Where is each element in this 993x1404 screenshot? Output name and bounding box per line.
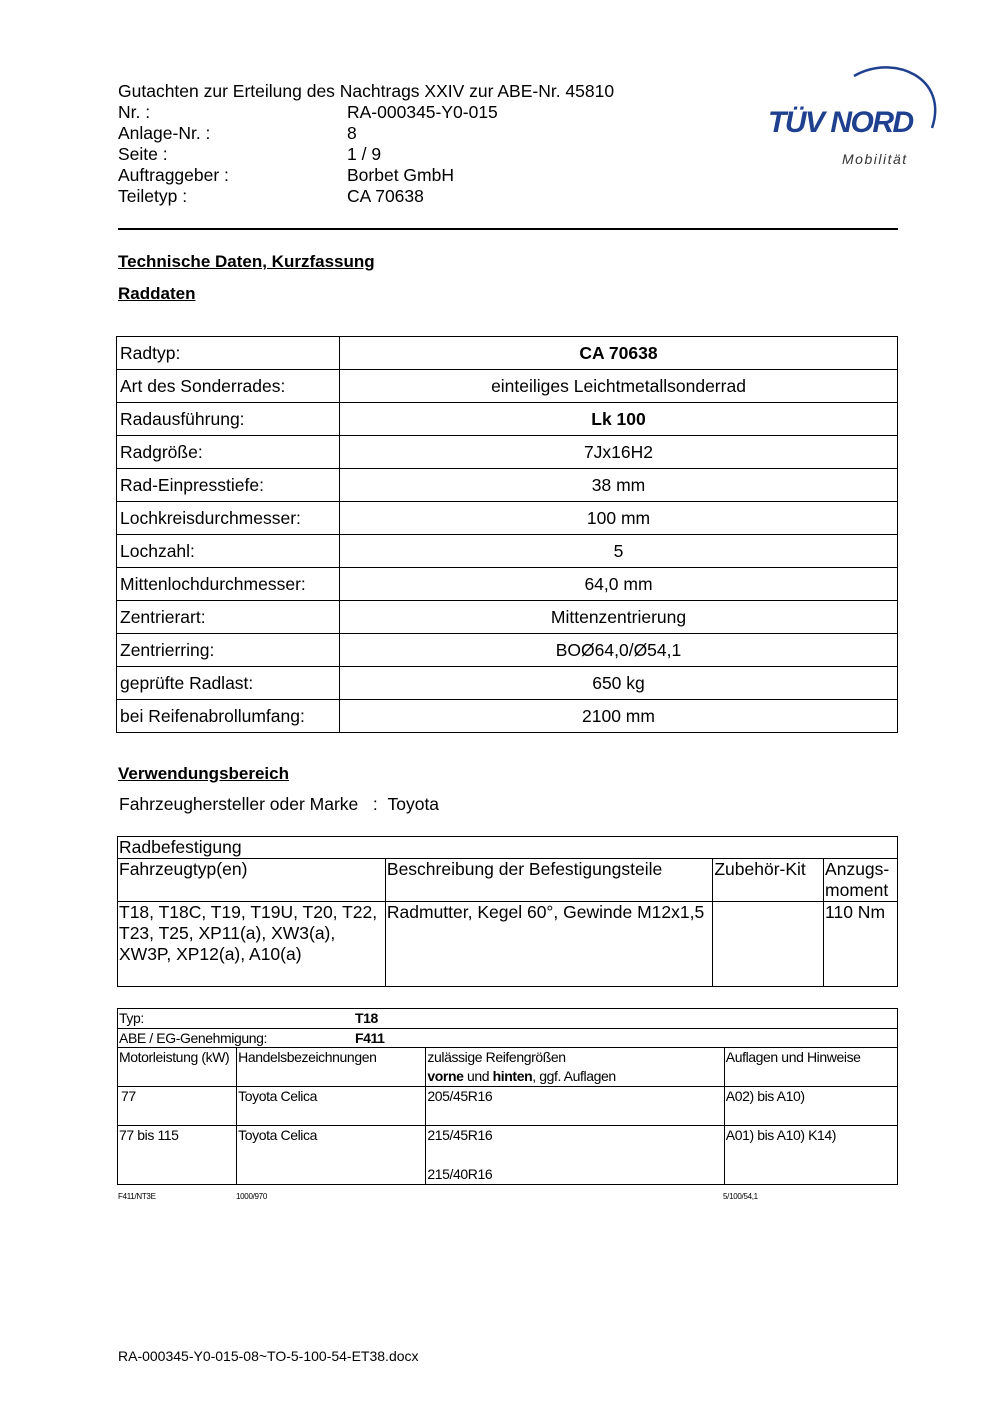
- row-value: 38 mm: [340, 469, 898, 502]
- fahrzeug-sep: :: [372, 794, 378, 814]
- table-row: [117, 469, 898, 502]
- row-value: einteiliges Leichtmetallsonderrad: [340, 370, 898, 403]
- row-value: Lk 100: [340, 403, 898, 436]
- tires-header-hinten: hinten: [492, 1067, 533, 1084]
- tire-size: 215/40R16: [427, 1165, 493, 1182]
- table-row: [117, 634, 898, 667]
- row-label: Lochkreisdurchmesser:: [117, 502, 340, 535]
- beschreibung-cell: Radmutter, Kegel 60°, Gewinde M12x1,5: [385, 902, 712, 987]
- header-field-value: CA 70638: [347, 186, 424, 206]
- header-field: [118, 102, 614, 123]
- abe-row: [118, 1028, 898, 1048]
- header-field-value: 1 / 9: [347, 144, 382, 164]
- header-field-value: Borbet GmbH: [347, 165, 454, 185]
- logo-subtitle: Mobilität: [842, 151, 908, 167]
- tire-size: 215/45R16: [427, 1127, 493, 1143]
- code-label: 5/100/54,1: [723, 1192, 758, 1201]
- footer-filename: RA-000345-Y0-015-08~TO-5-100-54-ET38.docx: [118, 1348, 419, 1364]
- section-heading-tech: Technische Daten, Kurzfassung: [118, 252, 375, 271]
- zubehoer-cell: [713, 902, 824, 987]
- row-label: Radausführung:: [117, 403, 340, 436]
- name-cell: Toyota Celica: [237, 1126, 426, 1185]
- table-row: [117, 436, 898, 469]
- kw-cell: 77: [118, 1087, 237, 1126]
- fahrzeug-value: Toyota: [387, 794, 440, 814]
- row-label: Lochzahl:: [117, 535, 340, 568]
- column-header: Fahrzeugtyp(en): [118, 859, 386, 902]
- row-value: BOØ64,0/Ø54,1: [340, 634, 898, 667]
- table-row: [118, 1028, 898, 1048]
- header-field-label: Nr. :: [118, 102, 151, 122]
- table-row: [118, 837, 898, 859]
- header-field: [118, 165, 614, 186]
- document-header: [118, 81, 614, 207]
- table-row: [117, 700, 898, 733]
- notes-cell: A01) bis A10) K14): [724, 1126, 897, 1185]
- column-header: Motorleistung (kW): [118, 1048, 237, 1087]
- abe-label: ABE / EG-Genehmigung:: [119, 1029, 268, 1046]
- tuv-nord-logo: [764, 58, 940, 176]
- header-field: [118, 123, 614, 144]
- row-label: Radtyp:: [117, 337, 340, 370]
- row-label: geprüfte Radlast:: [117, 667, 340, 700]
- code-label: 1000/970: [236, 1192, 267, 1201]
- table-header-row: [118, 859, 898, 902]
- section-heading-raddaten: Raddaten: [118, 284, 196, 303]
- tires-header-line1: zulässige Reifengrößen: [427, 1049, 566, 1065]
- radbefestigung-table: [117, 836, 898, 987]
- table-row: [117, 502, 898, 535]
- typ-row: [118, 1009, 898, 1029]
- header-field-label: Seite :: [118, 144, 168, 164]
- code-label: F411/NT3E: [118, 1192, 156, 1201]
- column-header: Auflagen und Hinweise: [724, 1048, 897, 1087]
- row-value: 64,0 mm: [340, 568, 898, 601]
- logo-brand: TÜV NORD: [768, 106, 913, 139]
- table-row: [118, 902, 898, 987]
- row-value: 7Jx16H2: [340, 436, 898, 469]
- row-label: Rad-Einpresstiefe:: [117, 469, 340, 502]
- tires-cell: [426, 1126, 724, 1185]
- fahrzeug-label: Fahrzeughersteller oder Marke: [119, 794, 359, 814]
- header-field-value: RA-000345-Y0-015: [347, 102, 498, 122]
- header-divider: [118, 228, 898, 230]
- tires-header-rest: , ggf. Auflagen: [532, 1067, 616, 1084]
- column-header-tires: [426, 1048, 724, 1087]
- anzugsmoment-cell: 110 Nm: [824, 902, 898, 987]
- table-row: [117, 370, 898, 403]
- kw-cell: 77 bis 115: [118, 1126, 237, 1185]
- header-field: [118, 144, 614, 165]
- column-header: Handelsbezeichnungen: [237, 1048, 426, 1087]
- typ-table: [117, 1008, 898, 1185]
- table-title: Radbefestigung: [118, 837, 898, 859]
- document-title: Gutachten zur Erteilung des Nachtrags XXIV zur ABE-Nr. 45810: [118, 81, 615, 101]
- column-header: Zubehör-Kit: [713, 859, 824, 902]
- typ-value: T18: [355, 1010, 378, 1026]
- table-header-row: [118, 1048, 898, 1087]
- table-row: [117, 568, 898, 601]
- row-value: 100 mm: [340, 502, 898, 535]
- row-value: Mittenzentrierung: [340, 601, 898, 634]
- name-cell: Toyota Celica: [237, 1087, 426, 1126]
- table-row: [117, 403, 898, 436]
- row-label: Radgröße:: [117, 436, 340, 469]
- table-row: [117, 667, 898, 700]
- tires-header-und: und: [463, 1067, 493, 1084]
- column-header: Anzugs-moment: [824, 859, 898, 902]
- column-header: Beschreibung der Befestigungsteile: [385, 859, 712, 902]
- table-row: [118, 1126, 898, 1185]
- tires-cell: 205/45R16: [426, 1087, 724, 1126]
- table-row: [117, 601, 898, 634]
- header-field-label: Anlage-Nr. :: [118, 123, 211, 143]
- header-field-value: 8: [347, 123, 357, 143]
- row-label: Art des Sonderrades:: [117, 370, 340, 403]
- row-label: bei Reifenabrollumfang:: [117, 700, 340, 733]
- row-label: Zentrierring:: [117, 634, 340, 667]
- row-label: Zentrierart:: [117, 601, 340, 634]
- row-value: 5: [340, 535, 898, 568]
- header-field: [118, 186, 614, 207]
- section-heading-verwendung: Verwendungsbereich: [118, 764, 289, 783]
- row-label: Mittenlochdurchmesser:: [117, 568, 340, 601]
- typ-label: Typ:: [119, 1010, 144, 1026]
- header-field-label: Teiletyp :: [118, 186, 188, 206]
- tires-header-vorne: vorne: [427, 1067, 464, 1084]
- fahrzeug-line: [119, 794, 439, 815]
- row-value: CA 70638: [340, 337, 898, 370]
- row-value: 2100 mm: [340, 700, 898, 733]
- table-row: [118, 1087, 898, 1126]
- header-field-label: Auftraggeber :: [118, 165, 229, 185]
- row-value: 650 kg: [340, 667, 898, 700]
- table-row: [118, 1009, 898, 1029]
- table-row: [117, 337, 898, 370]
- raddaten-table: [116, 336, 898, 733]
- table-row: [117, 535, 898, 568]
- fahrzeugtypen-cell: T18, T18C, T19, T19U, T20, T22, T23, T25, XP11(a), XW3(a), XW3P, XP12(a), A10(a): [118, 902, 386, 987]
- notes-cell: A02) bis A10): [724, 1087, 897, 1126]
- abe-value: F411: [355, 1029, 385, 1046]
